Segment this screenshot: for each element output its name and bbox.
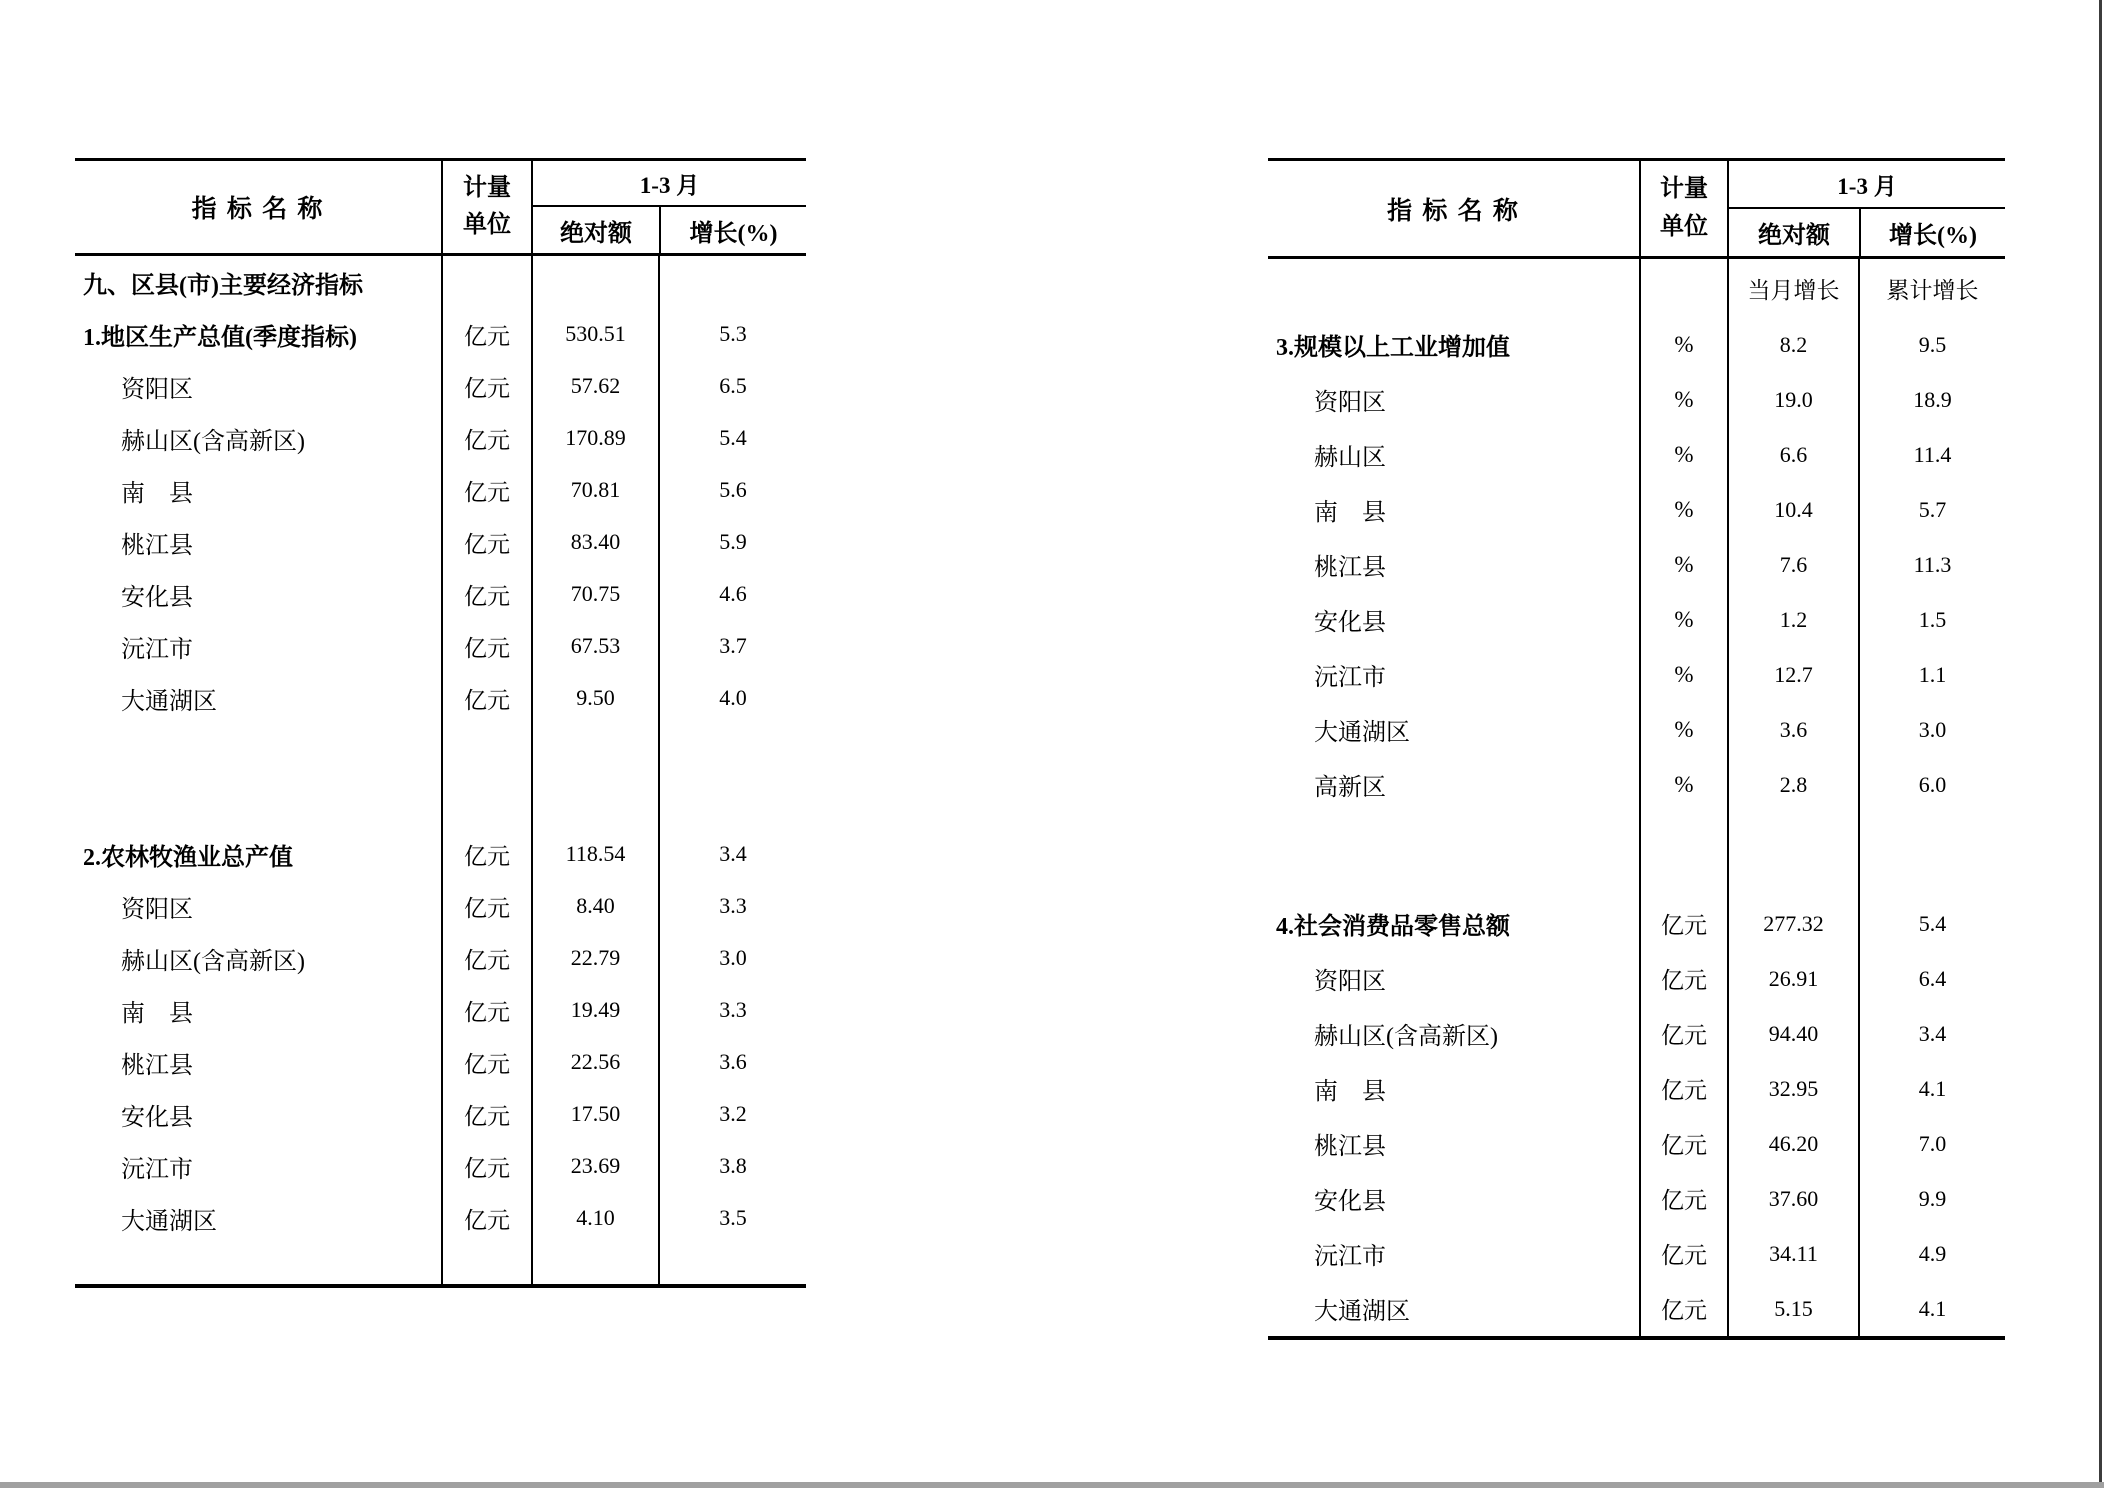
row-absolute-value: 7.6 xyxy=(1727,537,1858,592)
row-unit: % xyxy=(1639,537,1727,592)
row-growth-value: 18.9 xyxy=(1858,372,2005,427)
row-unit: 亿元 xyxy=(441,1036,531,1088)
row-unit: 亿元 xyxy=(1639,1116,1727,1171)
row-absolute-value: 70.75 xyxy=(531,568,658,620)
row-growth-value: 11.4 xyxy=(1858,427,2005,482)
table-row xyxy=(75,984,806,1036)
header-indicator-name: 指 标 名 称 xyxy=(1387,197,1520,225)
row-absolute-value: 当月增长 xyxy=(1727,259,1858,317)
table-row xyxy=(1268,259,2005,317)
table-row xyxy=(75,256,806,308)
row-indicator-label: 桃江县 xyxy=(1314,1134,1386,1160)
row-growth-value: 4.1 xyxy=(1858,1061,2005,1116)
row-indicator-label: 沅江市 xyxy=(1314,665,1386,691)
row-absolute-value: 3.6 xyxy=(1727,702,1858,757)
left-table-rows xyxy=(75,256,806,1284)
row-absolute-value xyxy=(1727,812,1858,896)
header-period-title: 1-3 月 xyxy=(533,161,806,207)
table-row xyxy=(1268,1116,2005,1171)
row-unit: 亿元 xyxy=(441,672,531,724)
row-indicator-label: 安化县 xyxy=(1314,610,1386,636)
row-growth-value: 4.6 xyxy=(658,568,806,620)
row-growth-value xyxy=(658,724,806,828)
row-unit: 亿元 xyxy=(441,464,531,516)
row-absolute-value: 23.69 xyxy=(531,1140,658,1192)
row-unit xyxy=(1639,259,1727,317)
row-absolute-value: 277.32 xyxy=(1727,896,1858,951)
table-row xyxy=(1268,896,2005,951)
table-row xyxy=(75,516,806,568)
table-row xyxy=(75,308,806,360)
row-unit: % xyxy=(1639,757,1727,812)
row-growth-value: 3.0 xyxy=(1858,702,2005,757)
row-unit: 亿元 xyxy=(1639,1226,1727,1281)
row-indicator-label: 南 县 xyxy=(121,1000,193,1027)
row-growth-value: 5.9 xyxy=(658,516,806,568)
row-unit xyxy=(1639,812,1727,896)
row-unit: 亿元 xyxy=(441,1140,531,1192)
row-growth-value: 11.3 xyxy=(1858,537,2005,592)
row-indicator-label xyxy=(1268,259,1639,317)
row-indicator-label: 赫山区(含高新区) xyxy=(121,428,305,455)
row-growth-value: 5.4 xyxy=(1858,896,2005,951)
table-row xyxy=(75,672,806,724)
header-period-title: 1-3 月 xyxy=(1729,161,2005,209)
table-row xyxy=(1268,702,2005,757)
row-growth-value: 3.4 xyxy=(658,828,806,880)
row-growth-value: 6.4 xyxy=(1858,951,2005,1006)
row-unit: 亿元 xyxy=(441,932,531,984)
row-growth-value: 7.0 xyxy=(1858,1116,2005,1171)
spacer-row xyxy=(75,1244,806,1284)
header-unit-line1: 计量 xyxy=(1660,176,1708,203)
row-absolute-value: 67.53 xyxy=(531,620,658,672)
table-row xyxy=(1268,1171,2005,1226)
right-table-rows xyxy=(1268,259,2005,1336)
table-row xyxy=(75,568,806,620)
right-table xyxy=(1268,158,2005,1340)
row-absolute-value: 6.6 xyxy=(1727,427,1858,482)
row-absolute-value: 37.60 xyxy=(1727,1171,1858,1226)
row-growth-value: 4.0 xyxy=(658,672,806,724)
header-absolute-amount: 绝对额 xyxy=(1758,223,1831,249)
row-indicator-label: 资阳区 xyxy=(121,896,193,923)
row-unit: % xyxy=(1639,427,1727,482)
row-indicator-label: 赫山区(含高新区) xyxy=(121,948,305,975)
row-growth-value: 3.7 xyxy=(658,620,806,672)
table-row xyxy=(75,412,806,464)
row-indicator-label: 安化县 xyxy=(121,584,193,611)
row-unit xyxy=(441,724,531,828)
row-unit: 亿元 xyxy=(441,568,531,620)
row-absolute-value: 22.56 xyxy=(531,1036,658,1088)
row-absolute-value: 4.10 xyxy=(531,1192,658,1244)
table-row xyxy=(1268,592,2005,647)
left-table-header xyxy=(75,161,806,256)
row-unit: 亿元 xyxy=(1639,1061,1727,1116)
row-indicator-label: 桃江县 xyxy=(1314,555,1386,581)
row-unit: 亿元 xyxy=(441,828,531,880)
row-absolute-value: 94.40 xyxy=(1727,1006,1858,1061)
row-growth-value: 1.1 xyxy=(1858,647,2005,702)
row-indicator-label: 资阳区 xyxy=(1314,969,1386,995)
row-absolute-value: 46.20 xyxy=(1727,1116,1858,1171)
row-absolute-value: 57.62 xyxy=(531,360,658,412)
row-indicator-label: 桃江县 xyxy=(121,1052,193,1079)
row-absolute-value: 32.95 xyxy=(1727,1061,1858,1116)
row-absolute-value: 1.2 xyxy=(1727,592,1858,647)
row-absolute-value: 8.2 xyxy=(1727,317,1858,372)
row-indicator-label: 大通湖区 xyxy=(1314,1299,1410,1325)
table-row xyxy=(1268,537,2005,592)
table-row xyxy=(75,620,806,672)
table-row xyxy=(75,1088,806,1140)
row-absolute-value: 10.4 xyxy=(1727,482,1858,537)
row-growth-value: 5.3 xyxy=(658,308,806,360)
table-row xyxy=(75,1036,806,1088)
row-growth-value: 5.7 xyxy=(1858,482,2005,537)
table-row xyxy=(1268,951,2005,1006)
row-indicator-label: 大通湖区 xyxy=(121,1208,217,1235)
row-absolute-value: 22.79 xyxy=(531,932,658,984)
row-unit: 亿元 xyxy=(1639,951,1727,1006)
table-row xyxy=(75,828,806,880)
row-growth-value: 9.9 xyxy=(1858,1171,2005,1226)
row-unit: 亿元 xyxy=(441,308,531,360)
row-indicator-label: 资阳区 xyxy=(1314,390,1386,416)
row-indicator-label: 安化县 xyxy=(121,1104,193,1131)
row-absolute-value: 19.0 xyxy=(1727,372,1858,427)
spacer-row xyxy=(75,724,806,828)
row-absolute-value: 9.50 xyxy=(531,672,658,724)
spacer-row xyxy=(1268,812,2005,896)
row-growth-value: 3.5 xyxy=(658,1192,806,1244)
row-absolute-value: 530.51 xyxy=(531,308,658,360)
row-indicator-label: 南 县 xyxy=(1314,500,1386,526)
header-unit xyxy=(1639,161,1727,256)
row-unit: % xyxy=(1639,372,1727,427)
row-growth-value: 3.4 xyxy=(1858,1006,2005,1061)
row-unit: 亿元 xyxy=(1639,1281,1727,1336)
row-growth-value: 4.1 xyxy=(1858,1281,2005,1336)
window-bottom-edge xyxy=(0,1482,2104,1488)
row-indicator-label: 2.农林牧渔业总产值 xyxy=(83,844,293,871)
row-indicator-label: 1.地区生产总值(季度指标) xyxy=(83,324,357,351)
row-unit: 亿元 xyxy=(441,1088,531,1140)
row-unit: 亿元 xyxy=(441,620,531,672)
row-absolute-value xyxy=(531,724,658,828)
row-indicator-label: 赫山区(含高新区) xyxy=(1314,1024,1498,1050)
row-absolute-value: 17.50 xyxy=(531,1088,658,1140)
row-indicator-label xyxy=(75,1244,441,1284)
row-indicator-label: 3.规模以上工业增加值 xyxy=(1276,335,1510,361)
row-unit xyxy=(441,256,531,308)
row-unit: 亿元 xyxy=(441,880,531,932)
row-absolute-value xyxy=(531,256,658,308)
row-absolute-value: 8.40 xyxy=(531,880,658,932)
row-indicator-label: 4.社会消费品零售总额 xyxy=(1276,914,1510,940)
row-unit: 亿元 xyxy=(441,516,531,568)
row-indicator-label: 桃江县 xyxy=(121,532,193,559)
table-row xyxy=(75,880,806,932)
row-unit: 亿元 xyxy=(441,984,531,1036)
row-growth-value xyxy=(1858,812,2005,896)
row-unit: % xyxy=(1639,482,1727,537)
row-growth-value: 6.5 xyxy=(658,360,806,412)
row-growth-value: 6.0 xyxy=(1858,757,2005,812)
table-row xyxy=(75,1192,806,1244)
window-right-edge xyxy=(2099,0,2102,1488)
row-indicator-label: 高新区 xyxy=(1314,775,1386,801)
table-row xyxy=(1268,1226,2005,1281)
row-unit: % xyxy=(1639,647,1727,702)
row-unit xyxy=(441,1244,531,1284)
row-unit: % xyxy=(1639,592,1727,647)
row-absolute-value: 5.15 xyxy=(1727,1281,1858,1336)
header-unit-line2: 单位 xyxy=(463,212,511,238)
header-absolute-amount: 绝对额 xyxy=(560,220,633,247)
row-growth-value: 9.5 xyxy=(1858,317,2005,372)
row-absolute-value: 19.49 xyxy=(531,984,658,1036)
table-row xyxy=(1268,1061,2005,1116)
row-unit: 亿元 xyxy=(441,412,531,464)
row-growth-value: 5.4 xyxy=(658,412,806,464)
table-row xyxy=(1268,317,2005,372)
row-indicator-label: 南 县 xyxy=(1314,1079,1386,1105)
table-row xyxy=(1268,757,2005,812)
row-absolute-value: 70.81 xyxy=(531,464,658,516)
row-absolute-value xyxy=(531,1244,658,1284)
table-row xyxy=(75,464,806,516)
row-indicator-label: 资阳区 xyxy=(121,376,193,403)
row-indicator-label: 沅江市 xyxy=(121,636,193,663)
table-row xyxy=(1268,427,2005,482)
table-row xyxy=(1268,1006,2005,1061)
header-growth-percent: 增长(%) xyxy=(659,207,806,253)
row-absolute-value: 2.8 xyxy=(1727,757,1858,812)
right-table-header xyxy=(1268,161,2005,259)
row-indicator-label xyxy=(75,724,441,828)
row-growth-value: 3.0 xyxy=(658,932,806,984)
row-unit: % xyxy=(1639,702,1727,757)
header-period-group xyxy=(1727,161,2005,256)
row-growth-value: 3.3 xyxy=(658,880,806,932)
table-row xyxy=(1268,647,2005,702)
row-growth-value: 1.5 xyxy=(1858,592,2005,647)
header-unit xyxy=(441,161,531,253)
row-growth-value: 3.3 xyxy=(658,984,806,1036)
row-indicator-label: 南 县 xyxy=(121,480,193,507)
row-indicator-label: 九、区县(市)主要经济指标 xyxy=(83,272,363,299)
table-row xyxy=(1268,482,2005,537)
row-growth-value xyxy=(658,256,806,308)
header-indicator-name: 指 标 名 称 xyxy=(191,196,325,223)
table-row xyxy=(1268,1281,2005,1336)
row-growth-value: 3.6 xyxy=(658,1036,806,1088)
row-absolute-value: 118.54 xyxy=(531,828,658,880)
header-unit-line2: 单位 xyxy=(1660,213,1708,240)
row-growth-value xyxy=(658,1244,806,1284)
table-row xyxy=(75,360,806,412)
row-absolute-value: 170.89 xyxy=(531,412,658,464)
left-table xyxy=(75,158,806,1288)
row-indicator-label: 赫山区 xyxy=(1314,445,1386,471)
row-indicator-label: 安化县 xyxy=(1314,1189,1386,1215)
row-unit: % xyxy=(1639,317,1727,372)
row-absolute-value: 12.7 xyxy=(1727,647,1858,702)
row-growth-value: 3.8 xyxy=(658,1140,806,1192)
row-growth-value: 3.2 xyxy=(658,1088,806,1140)
row-indicator-label: 大通湖区 xyxy=(121,688,217,715)
row-growth-value: 5.6 xyxy=(658,464,806,516)
row-absolute-value: 83.40 xyxy=(531,516,658,568)
row-growth-value: 4.9 xyxy=(1858,1226,2005,1281)
header-unit-line1: 计量 xyxy=(463,174,511,201)
row-unit: 亿元 xyxy=(441,1192,531,1244)
row-indicator-label: 大通湖区 xyxy=(1314,720,1410,746)
table-row xyxy=(1268,372,2005,427)
row-indicator-label xyxy=(1268,812,1639,896)
header-growth-percent: 增长(%) xyxy=(1859,209,2005,256)
row-unit: 亿元 xyxy=(1639,1171,1727,1226)
table-row xyxy=(75,1140,806,1192)
row-absolute-value: 34.11 xyxy=(1727,1226,1858,1281)
row-unit: 亿元 xyxy=(1639,1006,1727,1061)
row-indicator-label: 沅江市 xyxy=(121,1156,193,1183)
row-absolute-value: 26.91 xyxy=(1727,951,1858,1006)
header-period-group xyxy=(531,161,806,253)
row-indicator-label: 沅江市 xyxy=(1314,1244,1386,1270)
row-unit: 亿元 xyxy=(441,360,531,412)
row-unit: 亿元 xyxy=(1639,896,1727,951)
table-row xyxy=(75,932,806,984)
row-growth-value: 累计增长 xyxy=(1858,259,2005,317)
